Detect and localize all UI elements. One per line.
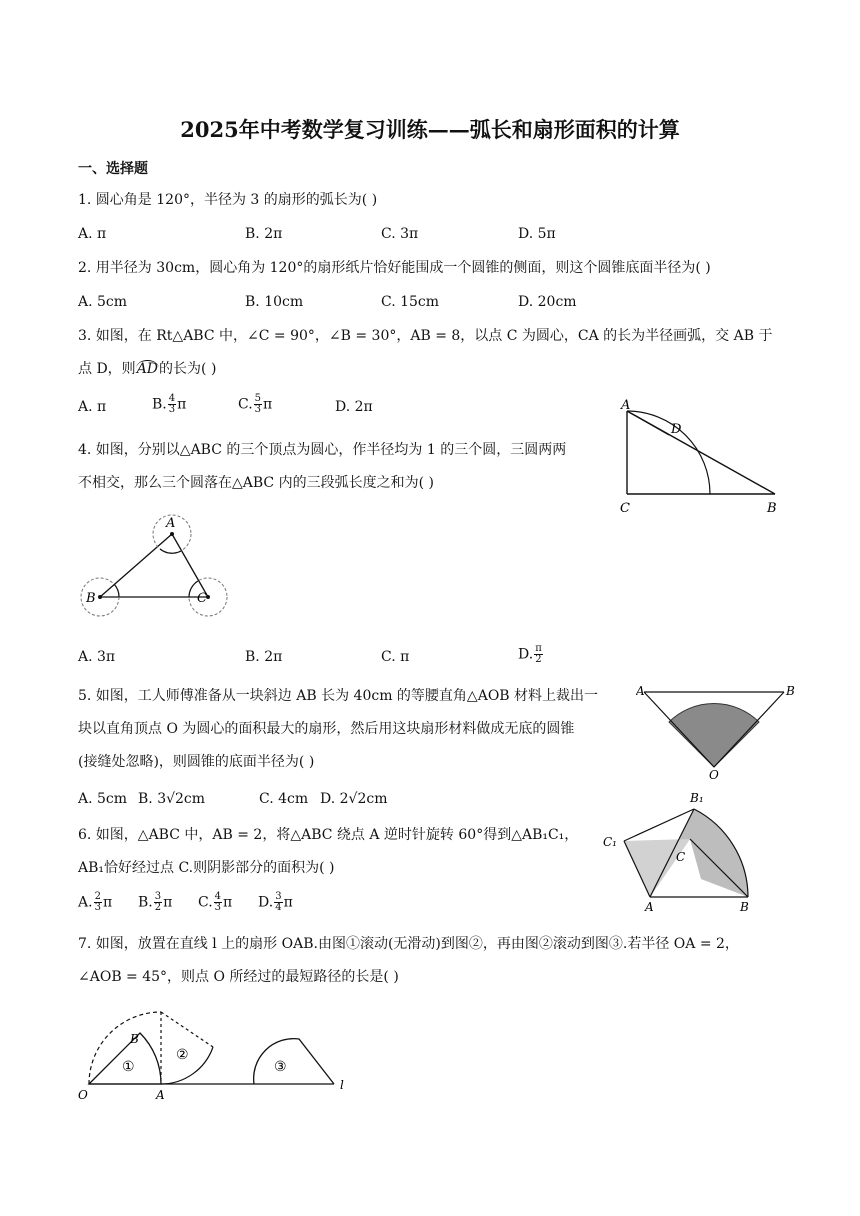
arc-ad-label: AD — [136, 361, 159, 377]
arc-ad — [627, 411, 710, 494]
q5-figure — [636, 680, 796, 780]
q6-b-num: 3 — [154, 891, 162, 902]
section-heading: 一、选择题 — [78, 161, 148, 177]
q5-option-a[interactable]: A. 5cm — [78, 791, 128, 807]
q6-option-a[interactable] — [78, 892, 112, 913]
q2-option-a[interactable]: A. 5cm — [78, 294, 128, 310]
point-a — [170, 532, 174, 536]
label-c: C — [620, 501, 630, 516]
q6-c-fraction — [214, 892, 222, 913]
dashed-slant — [161, 1012, 213, 1047]
q6-d-prefix: D. — [258, 894, 274, 911]
label-b: B — [767, 501, 777, 516]
q4-d-fraction — [534, 644, 543, 665]
q1-option-b[interactable]: B. 2π — [245, 226, 283, 242]
arc-b — [114, 584, 119, 597]
q6-d-den: 4 — [275, 902, 282, 913]
sector-3 — [254, 1039, 334, 1084]
q6-option-c[interactable] — [198, 892, 232, 913]
label-b: B — [786, 684, 795, 698]
shaded-region-left — [624, 839, 690, 897]
q3-figure — [615, 395, 790, 520]
page-title: 2025年中考数学复习训练——弧长和扇形面积的计算 — [180, 117, 680, 142]
q6-c-den: 3 — [214, 902, 222, 913]
q6-c-num: 4 — [214, 891, 222, 902]
label-b: B — [130, 1032, 139, 1046]
q1-option-d[interactable]: D. 5π — [518, 226, 556, 242]
label-fig-1: ① — [122, 1059, 135, 1075]
q3-line2-post: 的长为( ) — [159, 361, 217, 377]
label-a: A — [621, 398, 631, 413]
q6-a-den: 3 — [94, 902, 101, 913]
chord-ad — [627, 411, 669, 435]
q4-figure — [76, 507, 236, 622]
label-d: D — [671, 422, 682, 437]
q3-b-fraction — [168, 394, 176, 415]
q5-option-b[interactable]: B. 3√2cm — [138, 791, 206, 807]
q1-option-a[interactable]: A. π — [78, 226, 107, 242]
label-a: A — [166, 516, 176, 531]
question-5-line-1: 5. 如图，工人师傅准备从一块斜边 AB 长为 40cm 的等腰直角△AOB 材料上裁出一 — [78, 688, 599, 704]
label-fig-3: ③ — [274, 1059, 287, 1075]
q6-b-prefix: B. — [138, 894, 153, 911]
question-7-line-1: 7. 如图，放置在直线 l 上的扇形 OAB.由图①滚动(无滑动)到图②，再由图②滚动到图③.若半径 OA = 2， — [78, 936, 739, 952]
q4-d-num: π — [535, 643, 542, 654]
question-6-line-2: AB₁恰好经过点 C.则阴影部分的面积为( ) — [78, 860, 335, 876]
q6-c-prefix: C. — [198, 894, 213, 911]
q6-figure — [600, 786, 760, 916]
q3-b-prefix: B. — [152, 396, 167, 413]
q6-c-pi: π — [223, 894, 233, 911]
q3-c-den: 3 — [254, 404, 262, 415]
side-ab — [100, 534, 172, 597]
q3-b-num: 4 — [168, 393, 176, 404]
question-4-line-1: 4. 如图，分别以△ABC 的三个顶点为圆心，作半径均为 1 的三个圆，三圆两两 — [78, 442, 567, 458]
q6-b-den: 2 — [154, 902, 162, 913]
question-6-line-1: 6. 如图，△ABC 中，AB = 2，将△ABC 绕点 A 逆时针旋转 60°得到△AB₁C₁， — [78, 827, 579, 843]
q3-option-a[interactable]: A. π — [78, 399, 107, 415]
q3-c-fraction — [254, 394, 262, 415]
label-a: A — [636, 684, 645, 698]
q3-option-c[interactable] — [238, 394, 272, 415]
q3-b-den: 3 — [168, 404, 176, 415]
q6-a-num: 2 — [94, 891, 101, 902]
question-2: 2. 用半径为 30cm，圆心角为 120°的扇形纸片恰好能围成一个圆锥的侧面，则这个圆锥底面半径为( ) — [78, 260, 711, 276]
q4-option-d[interactable] — [518, 644, 544, 665]
question-4-line-2: 不相交，那么三个圆落在△ABC 内的三段弧长度之和为( ) — [78, 475, 434, 491]
question-3-line-1: 3. 如图，在 Rt△ABC 中，∠C = 90°，∠B = 30°，AB = 8，以点 C 为圆心，CA 的长为半径画弧，交 AB 于 — [78, 328, 773, 344]
q6-d-num: 3 — [275, 891, 282, 902]
label-b: B — [740, 900, 749, 914]
label-a: A — [156, 1088, 165, 1102]
q4-d-den: 2 — [535, 654, 542, 665]
q4-option-c[interactable]: C. π — [381, 649, 410, 665]
label-c: C — [197, 591, 207, 606]
q1-option-c[interactable]: C. 3π — [381, 226, 419, 242]
q4-d-prefix: D. — [518, 646, 534, 663]
label-l: l — [340, 1078, 344, 1092]
q6-b-pi: π — [163, 894, 173, 911]
q6-b-fraction — [154, 892, 162, 913]
question-5-line-3: (接缝处忽略)，则圆锥的底面半径为( ) — [78, 754, 315, 770]
q3-c-pi: π — [263, 396, 273, 413]
q6-a-pi: π — [102, 894, 113, 911]
side-ac — [172, 534, 208, 597]
q3-c-num: 5 — [254, 393, 262, 404]
q2-option-d[interactable]: D. 20cm — [518, 294, 577, 310]
label-o: O — [709, 768, 719, 780]
q5-option-d[interactable]: D. 2√2cm — [320, 791, 388, 807]
label-a: A — [645, 900, 654, 914]
q2-option-b[interactable]: B. 10cm — [245, 294, 304, 310]
label-b: B — [86, 591, 96, 606]
label-b1: B₁ — [690, 791, 704, 805]
q6-option-b[interactable] — [138, 892, 172, 913]
q3-b-pi: π — [177, 396, 187, 413]
q4-option-a[interactable]: A. 3π — [78, 649, 116, 665]
arc-a — [160, 549, 181, 553]
q6-d-pi: π — [283, 894, 293, 911]
q7-figure — [72, 1005, 362, 1105]
q3-option-b[interactable] — [152, 394, 186, 415]
q3-c-prefix: C. — [238, 396, 253, 413]
q6-a-fraction — [94, 892, 102, 913]
q3-option-d[interactable]: D. 2π — [335, 399, 373, 415]
q6-d-fraction — [274, 892, 282, 913]
question-7-line-2: ∠AOB = 45°，则点 O 所经过的最短路径的长是( ) — [78, 969, 399, 985]
shaded-sector — [669, 704, 759, 767]
q6-option-d[interactable] — [258, 892, 293, 913]
label-fig-2: ② — [176, 1047, 189, 1063]
q6-a-prefix: A. — [78, 894, 93, 911]
point-b — [98, 595, 102, 599]
question-1: 1. 圆心角是 120°，半径为 3 的扇形的弧长为( ) — [78, 192, 378, 208]
q5-option-c[interactable]: C. 4cm — [259, 791, 309, 807]
q4-option-b[interactable]: B. 2π — [245, 649, 283, 665]
question-3-line-2 — [78, 359, 216, 379]
label-c: C — [676, 850, 686, 864]
label-o: O — [78, 1088, 88, 1102]
label-c1: C₁ — [603, 835, 617, 849]
q3-line2-pre: 点 D，则 — [78, 361, 136, 377]
q2-option-c[interactable]: C. 15cm — [381, 294, 440, 310]
question-5-line-2: 块以直角顶点 O 为圆心的面积最大的扇形，然后用这块扇形材料做成无底的圆锥 — [78, 721, 575, 737]
